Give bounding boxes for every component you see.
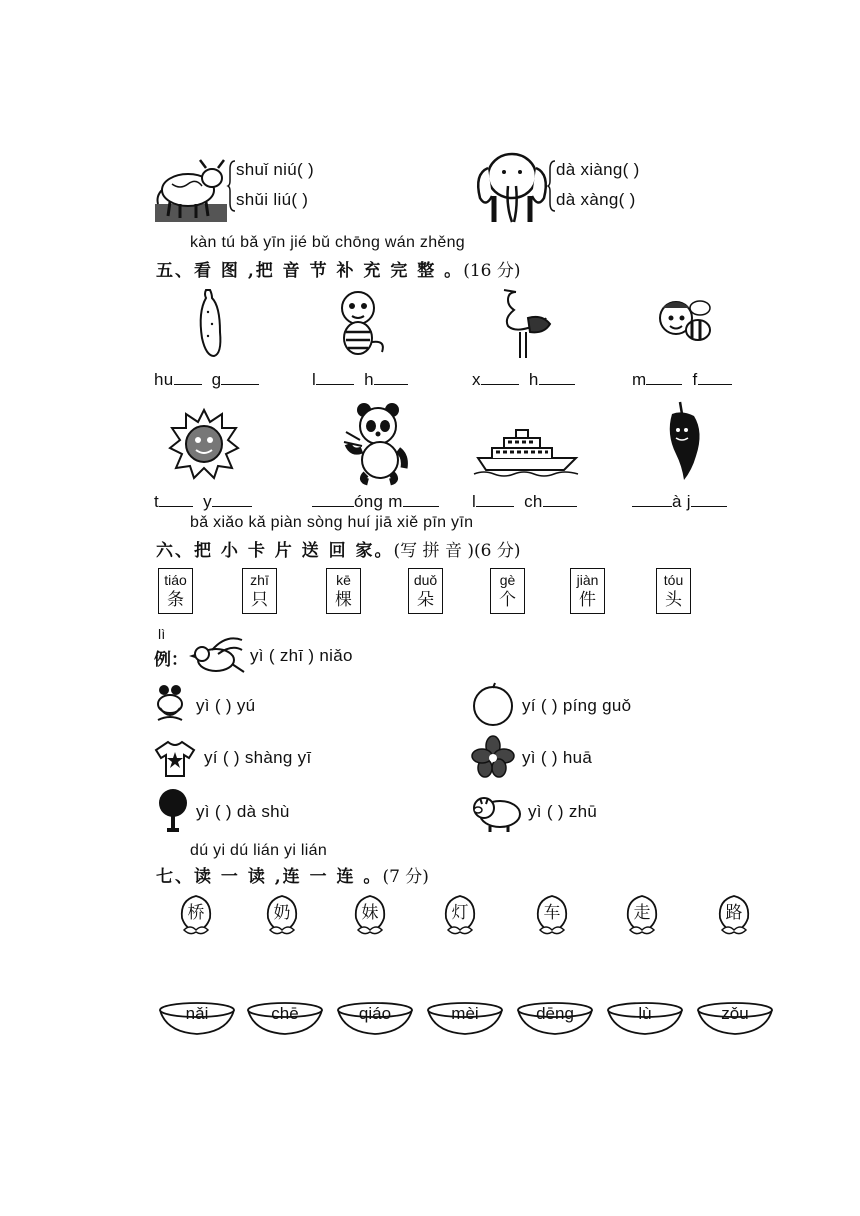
peach-char: 车 (543, 903, 561, 923)
card-pinyin: kē (336, 572, 351, 588)
basket-card[interactable] (158, 1002, 236, 1036)
section6-pinyin: bǎ xiǎo kǎ piàn sòng huí jiā xiě pīn yīn (190, 514, 474, 531)
basket-pinyin: qiáo (358, 1004, 392, 1023)
card-hanzi: 件 (579, 590, 596, 610)
basket-card[interactable] (336, 1002, 414, 1036)
answer-pepper[interactable]: à j (632, 492, 727, 512)
basket-card[interactable] (606, 1002, 684, 1036)
peach-card[interactable] (442, 892, 478, 936)
card-hanzi: 朵 (417, 590, 434, 610)
peach-card[interactable] (178, 892, 214, 936)
elephant-icon (474, 146, 550, 226)
card-hanzi: 条 (167, 590, 184, 610)
peach-char: 桥 (187, 903, 205, 923)
card-pinyin: jiàn (576, 572, 599, 588)
peach-card[interactable] (624, 892, 660, 936)
elephant-pinyin-1: dà xiàng( ) (556, 160, 640, 179)
fish-icon (154, 684, 186, 724)
basket-pinyin: lù (638, 1004, 652, 1023)
basket-pinyin: chē (271, 1004, 299, 1023)
card-zhi[interactable] (242, 568, 277, 614)
peach-card[interactable] (264, 892, 300, 936)
basket-card[interactable] (426, 1002, 504, 1036)
section5-pinyin: kàn tú bǎ yīn jié bǔ chōng wán zhěng (190, 234, 465, 251)
card-pinyin: gè (499, 572, 516, 588)
section7-pinyin: dú yi dú lián yi lián (190, 842, 328, 859)
example-pinyin: lì (158, 626, 166, 642)
peach-char: 妹 (361, 903, 379, 923)
card-tiao[interactable] (158, 568, 193, 614)
basket-card[interactable] (246, 1002, 324, 1036)
section6-title: 六、把 小 卡 片 送 回 家。(写 拼 音 )(6 分) (156, 541, 521, 561)
bee-icon (654, 292, 718, 354)
card-ge[interactable] (490, 568, 525, 614)
card-pinyin: tóu (663, 572, 684, 588)
ox-icon (152, 156, 230, 224)
basket-pinyin: dēng (536, 1004, 574, 1023)
card-hanzi: 个 (499, 590, 516, 610)
tiger-icon (330, 288, 390, 360)
card-hanzi: 只 (251, 590, 268, 610)
peach-char: 灯 (451, 903, 469, 923)
item-flower[interactable]: yì ( ) huā (522, 748, 593, 767)
section7-title: 七、读 一 读 ,连 一 连 。(7 分) (156, 867, 429, 887)
ox-pinyin-1: shuǐ niú( ) (236, 160, 314, 179)
sun-icon (168, 408, 240, 480)
answer-crane[interactable]: x h (472, 370, 575, 390)
item-pig[interactable]: yì ( ) zhū (528, 802, 598, 821)
basket-card[interactable] (516, 1002, 594, 1036)
basket-pinyin: nǎi (185, 1004, 209, 1023)
card-jian[interactable] (570, 568, 605, 614)
answer-sun[interactable]: t y (154, 492, 252, 512)
panda-icon (342, 402, 412, 482)
tree-icon (156, 788, 190, 832)
item-fish[interactable]: yì ( ) yú (196, 696, 256, 715)
peach-card[interactable] (534, 892, 570, 936)
card-pinyin: zhī (250, 572, 269, 588)
ship-icon (474, 424, 580, 478)
card-hanzi: 棵 (335, 590, 352, 610)
card-pinyin: tiáo (164, 572, 187, 588)
example-text: yì ( zhī ) niǎo (250, 646, 353, 665)
answer-bee[interactable]: m f (632, 370, 732, 390)
pig-icon (470, 792, 524, 832)
section5-title: 五、看 图 ,把 音 节 补 充 完 整 。(16 分) (156, 261, 521, 281)
answer-ship[interactable]: l ch (472, 492, 577, 512)
answer-tiger[interactable]: l h (312, 370, 408, 390)
example-label: 例： (154, 650, 188, 670)
ox-pinyin-2: shǔi liú( ) (236, 190, 309, 209)
item-tree[interactable]: yì ( ) dà shù (196, 802, 290, 821)
peach-card[interactable] (352, 892, 388, 936)
basket-pinyin: mèi (451, 1004, 479, 1023)
flower-icon (472, 736, 514, 778)
basket-pinyin: zǒu (721, 1004, 749, 1023)
pepper-icon (662, 400, 704, 482)
peach-char: 路 (725, 903, 743, 923)
brace-icon (548, 160, 556, 212)
bird-icon (188, 636, 246, 676)
card-ke[interactable] (326, 568, 361, 614)
answer-panda[interactable]: óng m (312, 492, 439, 512)
card-tou[interactable] (656, 568, 691, 614)
crane-icon (498, 288, 556, 360)
answer-cucumber[interactable]: hu g (154, 370, 259, 390)
cucumber-icon (194, 288, 224, 360)
basket-card[interactable] (696, 1002, 774, 1036)
card-pinyin: duǒ (413, 572, 438, 588)
item-apple[interactable]: yí ( ) píng guǒ (522, 696, 632, 715)
card-hanzi: 头 (665, 590, 682, 610)
peach-char: 走 (633, 903, 651, 923)
brace-icon (228, 160, 236, 212)
peach-card[interactable] (716, 892, 752, 936)
apple-icon (470, 682, 516, 726)
peach-char: 奶 (273, 903, 291, 923)
shirt-icon (154, 740, 196, 778)
card-duo[interactable] (408, 568, 443, 614)
elephant-pinyin-2: dà xàng( ) (556, 190, 636, 209)
item-shirt[interactable]: yí ( ) shàng yī (204, 748, 312, 767)
